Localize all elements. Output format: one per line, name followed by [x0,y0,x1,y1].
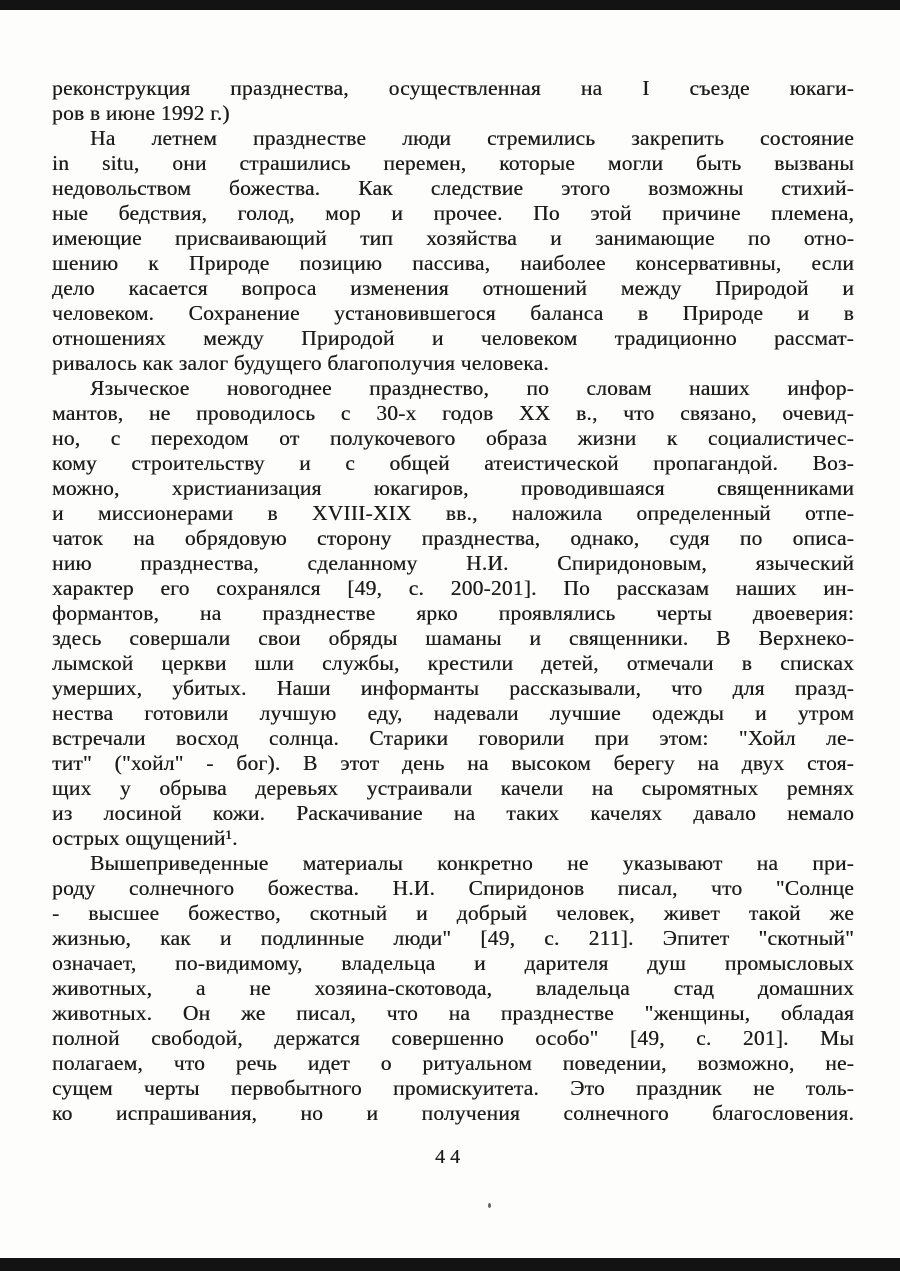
text-line: но, с переходом от полукочевого образа жизни к социалистичес- [52,426,854,450]
text-line: жизнью, как и подлинные люди" [49, с. 211]. Эпитет "скотный" [52,926,854,950]
text-line: щих у обрыва деревьях устраивали качели на сыромятных ремнях [52,776,854,800]
scan-edge-top [0,0,900,10]
text-line: шению к Природе позицию пассива, наиболее консервативны, если [52,251,854,275]
text-line: умерших, убитых. Наши информанты рассказывали, что для празд- [52,676,854,700]
text-line: тит" ("хойл" - бог). В этот день на высоком берегу на двух стоя- [52,751,854,775]
text-line: формантов, на празднестве ярко проявлялись черты двоеверия: [52,601,854,625]
text-line: ров в июне 1992 г.) [52,101,230,125]
text-line: полной свободой, держатся совершенно особо" [49, с. 201]. Мы [52,1026,854,1050]
text-line: характер его сохранялся [49, с. 200-201]. По рассказам наших ин- [52,576,854,600]
text-line: означает, по-видимому, владельца и дарителя душ промысловых [52,951,854,975]
text-line: Вышеприведенные материалы конкретно не указывают на при- [90,851,854,875]
text-line: in situ, они страшились перемен, которые могли быть вызваны [52,151,854,175]
text-line: чаток на обрядовую сторону празднества, однако, судя по описа- [52,526,854,550]
text-line: дело касается вопроса изменения отношений между Природой и [52,276,854,300]
text-line: Языческое новогоднее празднество, по словам наших инфор- [90,376,854,400]
page-number: 44 [435,1146,465,1168]
text-line: полагаем, что речь идет о ритуальном поведении, возможно, не- [52,1051,854,1075]
text-line: нества готовили лучшую еду, надевали лучшие одежды и утром [52,701,854,725]
text-line: встречали восход солнца. Старики говорили при этом: "Хойл ле- [52,726,854,750]
paragraph [52,376,854,851]
text-line: реконструкция празднества, осуществленная на I съезде юкаги- [52,76,854,100]
text-line: роду солнечного божества. Н.И. Спиридонов писал, что "Солнце [52,876,854,900]
text-line: мантов, не проводилось с 30-х годов XX в., что связано, очевид- [52,401,854,425]
text-line: ные бедствия, голод, мор и прочее. По этой причине племена, [52,201,854,225]
text-line: из лосиной кожи. Раскачивание на таких качелях давало немало [52,801,854,825]
text-line: можно, христианизация юкагиров, проводившаяся священниками [52,476,854,500]
text-block [52,76,854,1126]
text-line: здесь совершали свои обряды шаманы и священники. В Верхнеко- [52,626,854,650]
text-line: животных, а не хозяина-скотовода, владельца стад домашних [52,976,854,1000]
text-line: кому строительству и с общей атеистической пропагандой. Воз- [52,451,854,475]
text-line: и миссионерами в XVIII-XIX вв., наложила определенный отпе- [52,501,854,525]
scan-edge-bottom [0,1258,900,1271]
text-line: животных. Он же писал, что на празднестве "женщины, обладая [52,1001,854,1025]
text-line: острых ощущений¹. [52,826,238,850]
text-line: недовольством божества. Как следствие этого возможны стихий- [52,176,854,200]
text-line: ривалось как залог будущего благополучия человека. [52,351,549,375]
paragraph [52,126,854,376]
text-line: имеющие присваивающий тип хозяйства и занимающие по отно- [52,226,854,250]
paragraph [52,851,854,1126]
text-line: ко испрашивания, но и получения солнечного благословения. [52,1101,854,1125]
text-line: человеком. Сохранение установившегося баланса в Природе и в [52,301,854,325]
text-line: сущем черты первобытного промискуитета. Это праздник не толь- [52,1076,854,1100]
text-line: На летнем празднестве люди стремились закрепить состояние [90,126,854,150]
text-line: - высшее божество, скотный и добрый человек, живет такой же [52,901,854,925]
text-line: лымской церкви шли службы, крестили детей, отмечали в списках [52,651,854,675]
paragraph [52,76,854,126]
text-line: отношениях между Природой и человеком традиционно рассмат- [52,326,854,350]
text-line: нию празднества, сделанному Н.И. Спиридоновым, языческий [52,551,854,575]
scan-speck [488,1203,491,1208]
